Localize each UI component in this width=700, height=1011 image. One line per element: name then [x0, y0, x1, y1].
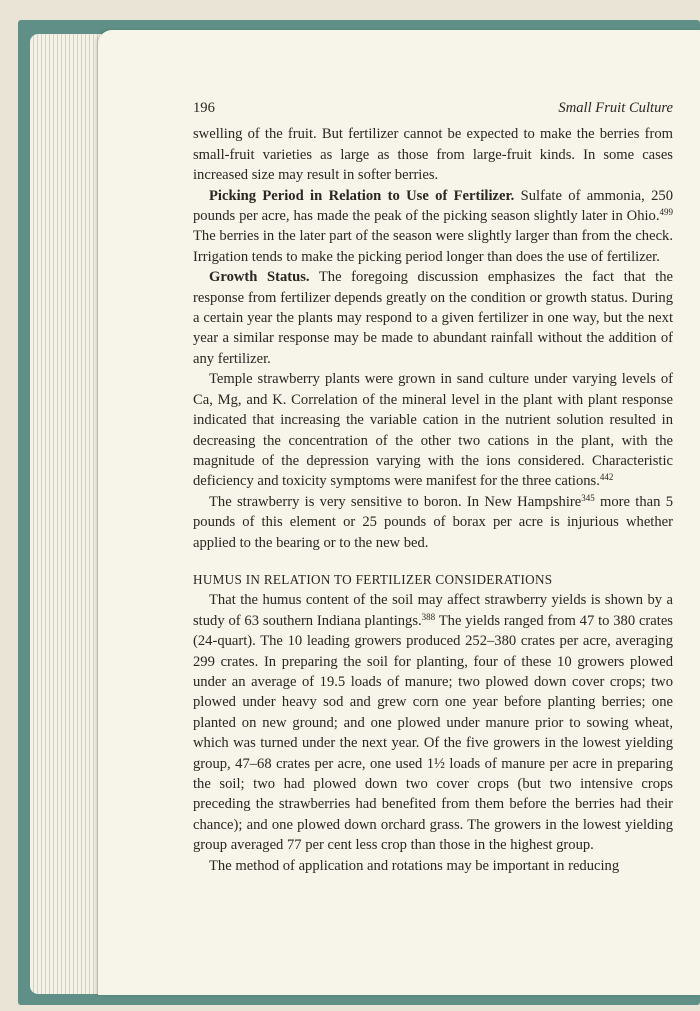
- section-heading: HUMUS IN RELATION TO FERTILIZER CONSIDERATIONS: [193, 571, 553, 587]
- footnote-ref: 388: [421, 611, 436, 622]
- paragraph-text: The strawberry is very sensitive to boron. In New Hampshire: [209, 493, 582, 510]
- footnote-ref: 442: [599, 472, 614, 483]
- paragraph: [193, 492, 673, 553]
- paragraph-heading: Picking Period in Relation to Use of Fertilizer.: [209, 187, 515, 204]
- paragraph: [193, 369, 673, 491]
- footnote-ref: 345: [581, 492, 595, 503]
- page-content: [193, 98, 673, 876]
- paragraph: swelling of the fruit. But fertilizer cannot be expected to make the berries from small-fruit varieties as large as those from large-fruit kinds. In some cases increased size may result in softer berries.: [193, 126, 673, 184]
- paragraph: [193, 186, 673, 268]
- paragraph-text: The yields ranged from 47 to 380 crates (24-quart). The 10 leading growers produced 252–380 crates per acre, averaging 299 crates. In preparing the soil for planting, four of these 10 growers plowed under an average of 19.5 loads of manure; two plowed down cover crops; two plowed under heavy sod and grew corn one year before planting berries; one planted on new ground; and one plowed under manure prior to sowing wheat, which was turned under the next year. Of the five growers in the lowest yielding group, 47–68 crates per acre, one used 1½ loads of manure per acre in preparing the soil; two had plowed down two cover crops (but two intensive crops preceding the strawberries had benefited from them before the berries had their chance); and one plowed down orchard grass. The growers in the lowest yielding group averaged 77 per cent less crop than those in the highest group.: [193, 612, 673, 854]
- running-title: Small Fruit Culture: [558, 100, 673, 116]
- paragraph-text: The berries in the later part of the season were slightly larger than from the check. Irrigation tends to make the picking period longer than does the use of fertilizer.: [193, 228, 673, 265]
- paragraph: The method of application and rotations may be important in reducing: [209, 857, 620, 874]
- paragraph-text: Sulfate of ammonia, 250 pounds per acre, has made the peak of the picking season slightly later in Ohio.: [193, 187, 673, 225]
- running-head: [193, 98, 673, 118]
- paragraph-text: Temple strawberry plants were grown in sand culture under varying levels of Ca, Mg, and K. Correlation of the mineral level in the plant with plant response indicated that increasing the variable cation in the nutrient solution resulted in decreasing the concentration of the other two cations in the plant, with the magnitude of the depression varying with the ions considered. Characteristic deficiency and toxicity symptoms were manifest for the three cations.: [193, 371, 673, 490]
- footnote-ref: 499: [659, 207, 673, 218]
- paragraph: [193, 590, 673, 855]
- page-number: 196: [193, 100, 215, 116]
- paragraph-text: That the humus content of the soil may affect strawberry yields is shown by a study of 63 southern Indiana plantings.: [193, 592, 673, 629]
- paragraph-text: The foregoing discussion emphasizes the fact that the response from fertilizer depends greatly on the condition or growth status. During a certain year the plants may respond to a given fertilizer in one way, but the next year a similar response may be made to abundant rainfall without the addition of any fertilizer.: [193, 269, 673, 367]
- paragraph-heading: Growth Status.: [209, 269, 310, 286]
- paragraph: [193, 267, 673, 369]
- paragraph-text: more than 5 pounds of this element or 25 pounds of borax per acre is injurious whether applied to the bearing or to the new bed.: [193, 493, 673, 551]
